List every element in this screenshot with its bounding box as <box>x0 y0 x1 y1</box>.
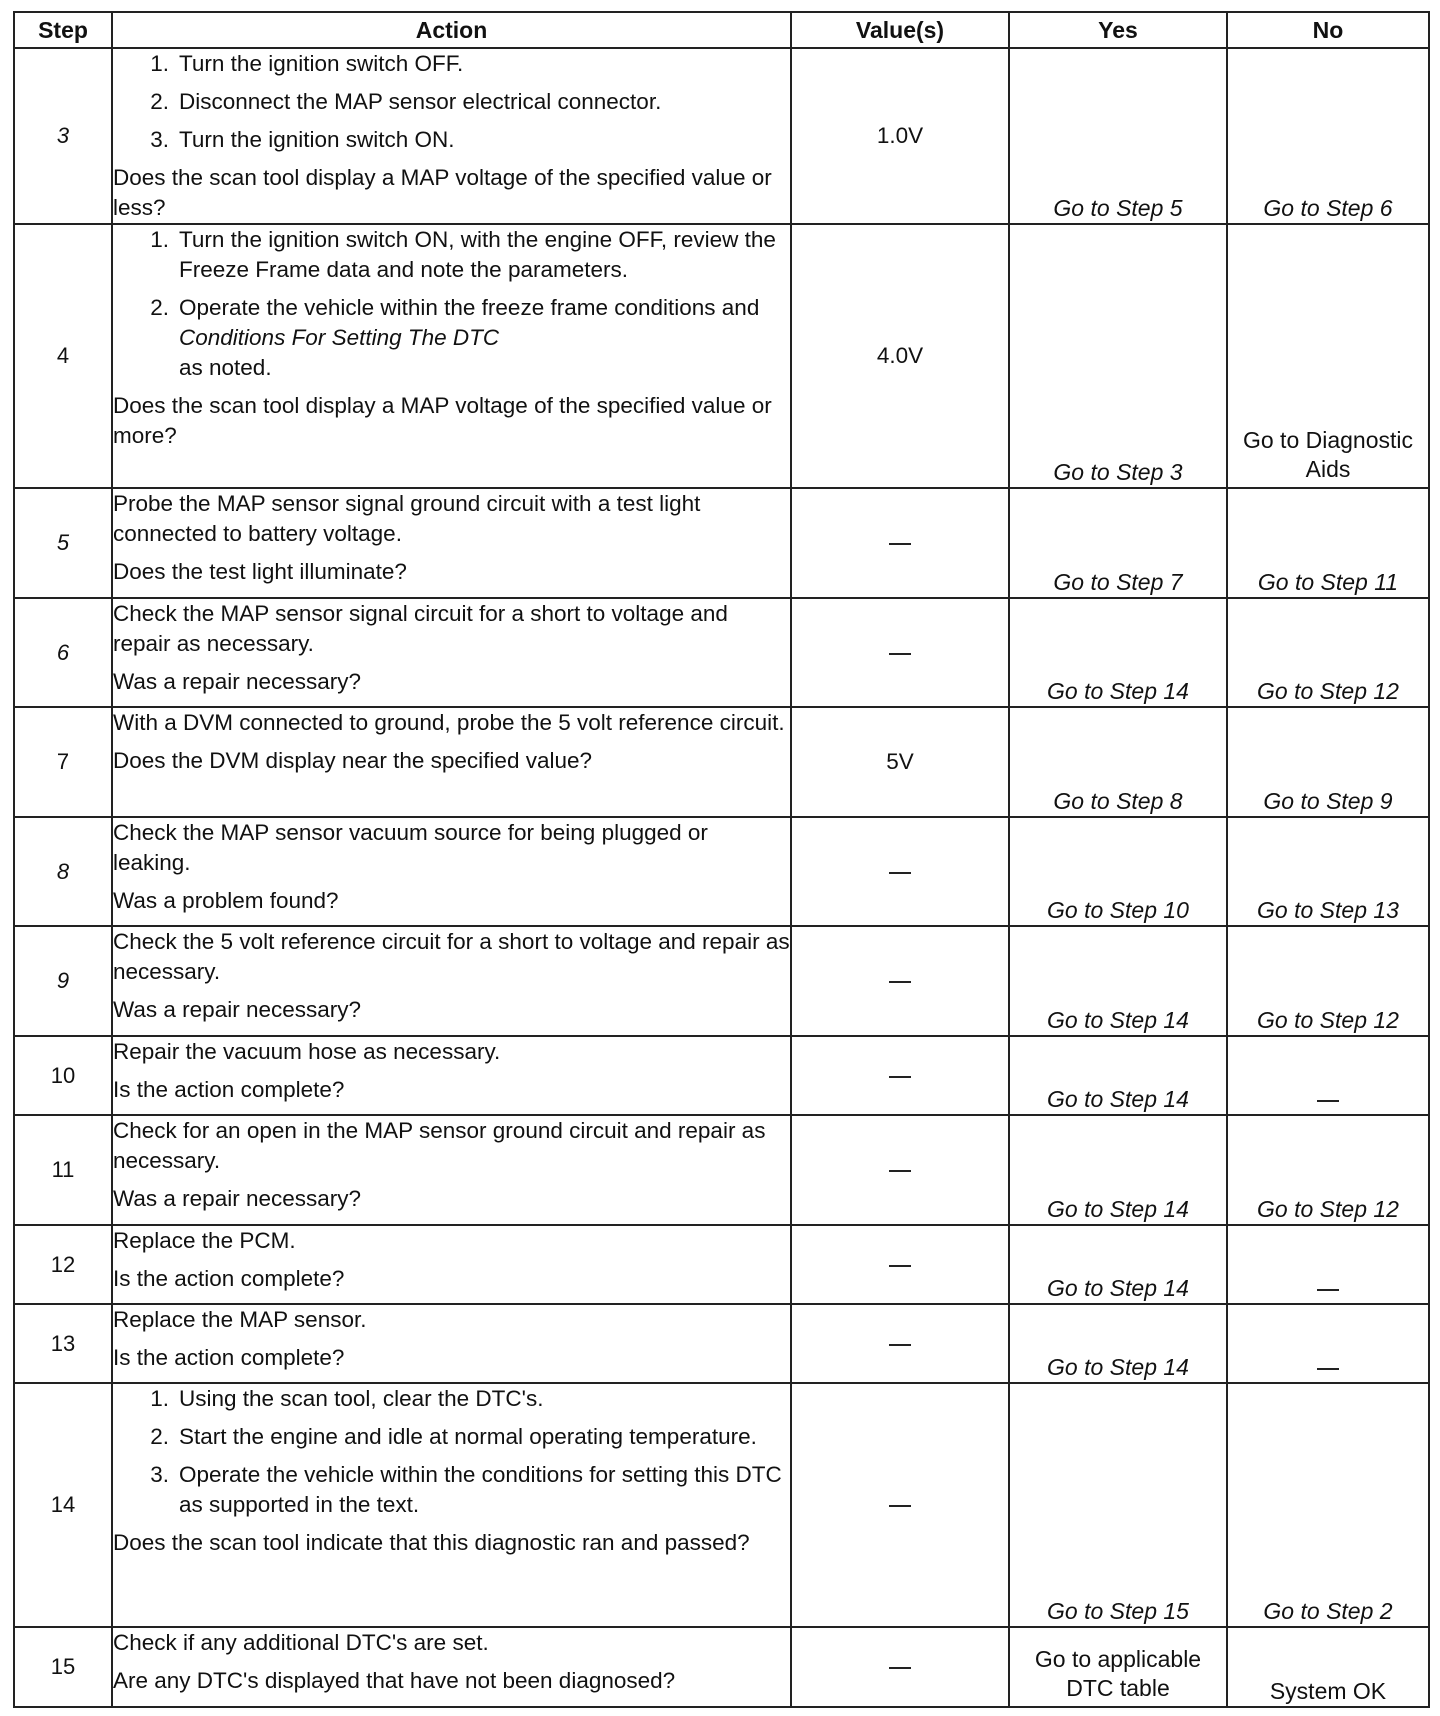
dash-mark <box>889 1265 911 1267</box>
item-number: 1. <box>150 227 169 252</box>
action-item <box>179 293 790 383</box>
action-question: Does the test light illuminate? <box>113 559 407 584</box>
action-cell <box>112 224 791 488</box>
no-cell: Go to Step 6 <box>1227 48 1429 224</box>
table-row <box>14 1225 1429 1304</box>
yes-cell: Go to Step 14 <box>1009 598 1227 707</box>
no-cell: Go to Step 12 <box>1227 1115 1429 1225</box>
table-row <box>14 598 1429 707</box>
action-text: Check the 5 volt reference circuit for a short to voltage and repair as necessary. <box>113 929 790 984</box>
no-cell <box>1227 1225 1429 1304</box>
action-cell <box>112 1225 791 1304</box>
action-text: Replace the MAP sensor. <box>113 1307 367 1332</box>
item-number: 2. <box>150 89 169 114</box>
action-text: With a DVM connected to ground, probe the 5 volt reference circuit. <box>113 710 785 735</box>
header-no: No <box>1227 12 1429 48</box>
value-cell <box>791 926 1009 1036</box>
step-number: 11 <box>14 1115 112 1225</box>
no-cell: Go to Step 2 <box>1227 1383 1429 1627</box>
value-cell <box>791 1304 1009 1383</box>
action-cell <box>112 817 791 926</box>
step-number: 9 <box>14 926 112 1036</box>
action-question: Does the scan tool indicate that this diagnostic ran and passed? <box>113 1530 750 1555</box>
step-number: 8 <box>14 817 112 926</box>
step-number: 15 <box>14 1627 112 1707</box>
header-yes: Yes <box>1009 12 1227 48</box>
yes-cell: Go to Step 15 <box>1009 1383 1227 1627</box>
action-question: Was a repair necessary? <box>113 669 362 694</box>
no-cell: Go to Step 9 <box>1227 707 1429 817</box>
item-number: 2. <box>150 1424 169 1449</box>
dash-mark <box>889 653 911 655</box>
action-cell <box>112 926 791 1036</box>
yes-cell: Go to Step 14 <box>1009 1225 1227 1304</box>
item-number: 1. <box>150 51 169 76</box>
action-question: Was a repair necessary? <box>113 1186 362 1211</box>
action-cell <box>112 1627 791 1707</box>
action-text: Check the MAP sensor signal circuit for a short to voltage and repair as necessary. <box>113 601 728 656</box>
dash-mark <box>889 1170 911 1172</box>
value-cell <box>791 488 1009 598</box>
action-question: Does the scan tool display a MAP voltage of the specified value or less? <box>113 165 772 220</box>
action-cell <box>112 1036 791 1115</box>
value-cell <box>791 598 1009 707</box>
step-number: 14 <box>14 1383 112 1627</box>
action-text: Probe the MAP sensor signal ground circuit with a test light connected to battery voltage. <box>113 491 701 546</box>
action-cell <box>112 1304 791 1383</box>
item-number: 2. <box>150 295 169 320</box>
table-row <box>14 48 1429 224</box>
action-cell <box>112 1115 791 1225</box>
step-number: 6 <box>14 598 112 707</box>
yes-cell: Go to applicable DTC table <box>1009 1627 1227 1707</box>
no-cell: System OK <box>1227 1627 1429 1707</box>
action-item: Operate the vehicle within the conditions for setting this DTC as supported in the text. <box>179 1462 782 1517</box>
step-number: 10 <box>14 1036 112 1115</box>
dash-mark <box>889 1505 911 1507</box>
dash-mark <box>1317 1289 1339 1291</box>
table-row <box>14 1627 1429 1707</box>
table-row <box>14 707 1429 817</box>
table-row <box>14 488 1429 598</box>
table-row <box>14 926 1429 1036</box>
no-cell: Go to Step 11 <box>1227 488 1429 598</box>
action-text: Check if any additional DTC's are set. <box>113 1630 489 1655</box>
value-cell: 4.0V <box>791 224 1009 488</box>
value-cell <box>791 1225 1009 1304</box>
yes-cell: Go to Step 14 <box>1009 926 1227 1036</box>
value-cell: 1.0V <box>791 48 1009 224</box>
action-text: as noted. <box>179 355 272 380</box>
dash-mark <box>1317 1368 1339 1370</box>
table-row <box>14 1383 1429 1627</box>
value-cell <box>791 817 1009 926</box>
action-question: Are any DTC's displayed that have not been diagnosed? <box>113 1668 676 1693</box>
dash-mark <box>889 1344 911 1346</box>
header-action: Action <box>112 12 791 48</box>
dash-mark <box>889 981 911 983</box>
table-row <box>14 1115 1429 1225</box>
action-question: Was a problem found? <box>113 888 339 913</box>
step-number: 4 <box>14 224 112 488</box>
yes-cell: Go to Step 14 <box>1009 1115 1227 1225</box>
no-cell <box>1227 1304 1429 1383</box>
no-cell: Go to Step 12 <box>1227 926 1429 1036</box>
value-cell: 5V <box>791 707 1009 817</box>
value-cell <box>791 1627 1009 1707</box>
no-cell: Go to Step 12 <box>1227 598 1429 707</box>
header-row <box>14 12 1429 48</box>
yes-cell: Go to Step 8 <box>1009 707 1227 817</box>
action-cell <box>112 48 791 224</box>
item-number: 1. <box>150 1386 169 1411</box>
step-number: 3 <box>14 48 112 224</box>
table-row <box>14 224 1429 488</box>
action-question: Was a repair necessary? <box>113 997 362 1022</box>
action-item: Start the engine and idle at normal operating temperature. <box>179 1424 757 1449</box>
action-question: Is the action complete? <box>113 1345 345 1370</box>
action-text: Replace the PCM. <box>113 1228 296 1253</box>
yes-cell: Go to Step 14 <box>1009 1304 1227 1383</box>
no-cell: Go to Step 13 <box>1227 817 1429 926</box>
dash-mark <box>1317 1100 1339 1102</box>
action-cell <box>112 1383 791 1627</box>
yes-cell: Go to Step 3 <box>1009 224 1227 488</box>
no-cell <box>1227 1036 1429 1115</box>
value-cell <box>791 1036 1009 1115</box>
action-text: Check for an open in the MAP sensor ground circuit and repair as necessary. <box>113 1118 766 1173</box>
yes-cell: Go to Step 5 <box>1009 48 1227 224</box>
action-item: Turn the ignition switch OFF. <box>179 51 464 76</box>
step-number: 13 <box>14 1304 112 1383</box>
yes-cell: Go to Step 14 <box>1009 1036 1227 1115</box>
table-row <box>14 1036 1429 1115</box>
action-item: Turn the ignition switch ON, with the engine OFF, review the Freeze Frame data and note the parameters. <box>179 227 776 282</box>
yes-cell: Go to Step 10 <box>1009 817 1227 926</box>
value-cell <box>791 1115 1009 1225</box>
dash-mark <box>889 1076 911 1078</box>
action-cell <box>112 598 791 707</box>
dash-mark <box>889 543 911 545</box>
action-item: Using the scan tool, clear the DTC's. <box>179 1386 544 1411</box>
item-number: 3. <box>150 127 169 152</box>
header-step: Step <box>14 12 112 48</box>
action-question: Does the DVM display near the specified value? <box>113 748 593 773</box>
action-cell <box>112 707 791 817</box>
action-item: Disconnect the MAP sensor electrical connector. <box>179 89 662 114</box>
action-cell <box>112 488 791 598</box>
no-cell: Go to Diagnostic Aids <box>1227 224 1429 488</box>
action-question: Does the scan tool display a MAP voltage of the specified value or more? <box>113 393 772 448</box>
action-question: Is the action complete? <box>113 1266 345 1291</box>
item-number: 3. <box>150 1462 169 1487</box>
dash-mark <box>889 872 911 874</box>
action-text: Operate the vehicle within the freeze frame conditions and <box>179 295 760 320</box>
value-cell <box>791 1383 1009 1627</box>
header-values: Value(s) <box>791 12 1009 48</box>
action-text: Check the MAP sensor vacuum source for being plugged or leaking. <box>113 820 708 875</box>
emphasis-text: Conditions For Setting The DTC <box>179 325 500 350</box>
diagnostic-table <box>13 11 1430 1708</box>
yes-cell: Go to Step 7 <box>1009 488 1227 598</box>
step-number: 5 <box>14 488 112 598</box>
table-row <box>14 1304 1429 1383</box>
step-number: 7 <box>14 707 112 817</box>
action-text: Repair the vacuum hose as necessary. <box>113 1039 501 1064</box>
table-row <box>14 817 1429 926</box>
action-question: Is the action complete? <box>113 1077 345 1102</box>
step-number: 12 <box>14 1225 112 1304</box>
dash-mark <box>889 1667 911 1669</box>
action-item: Turn the ignition switch ON. <box>179 127 455 152</box>
